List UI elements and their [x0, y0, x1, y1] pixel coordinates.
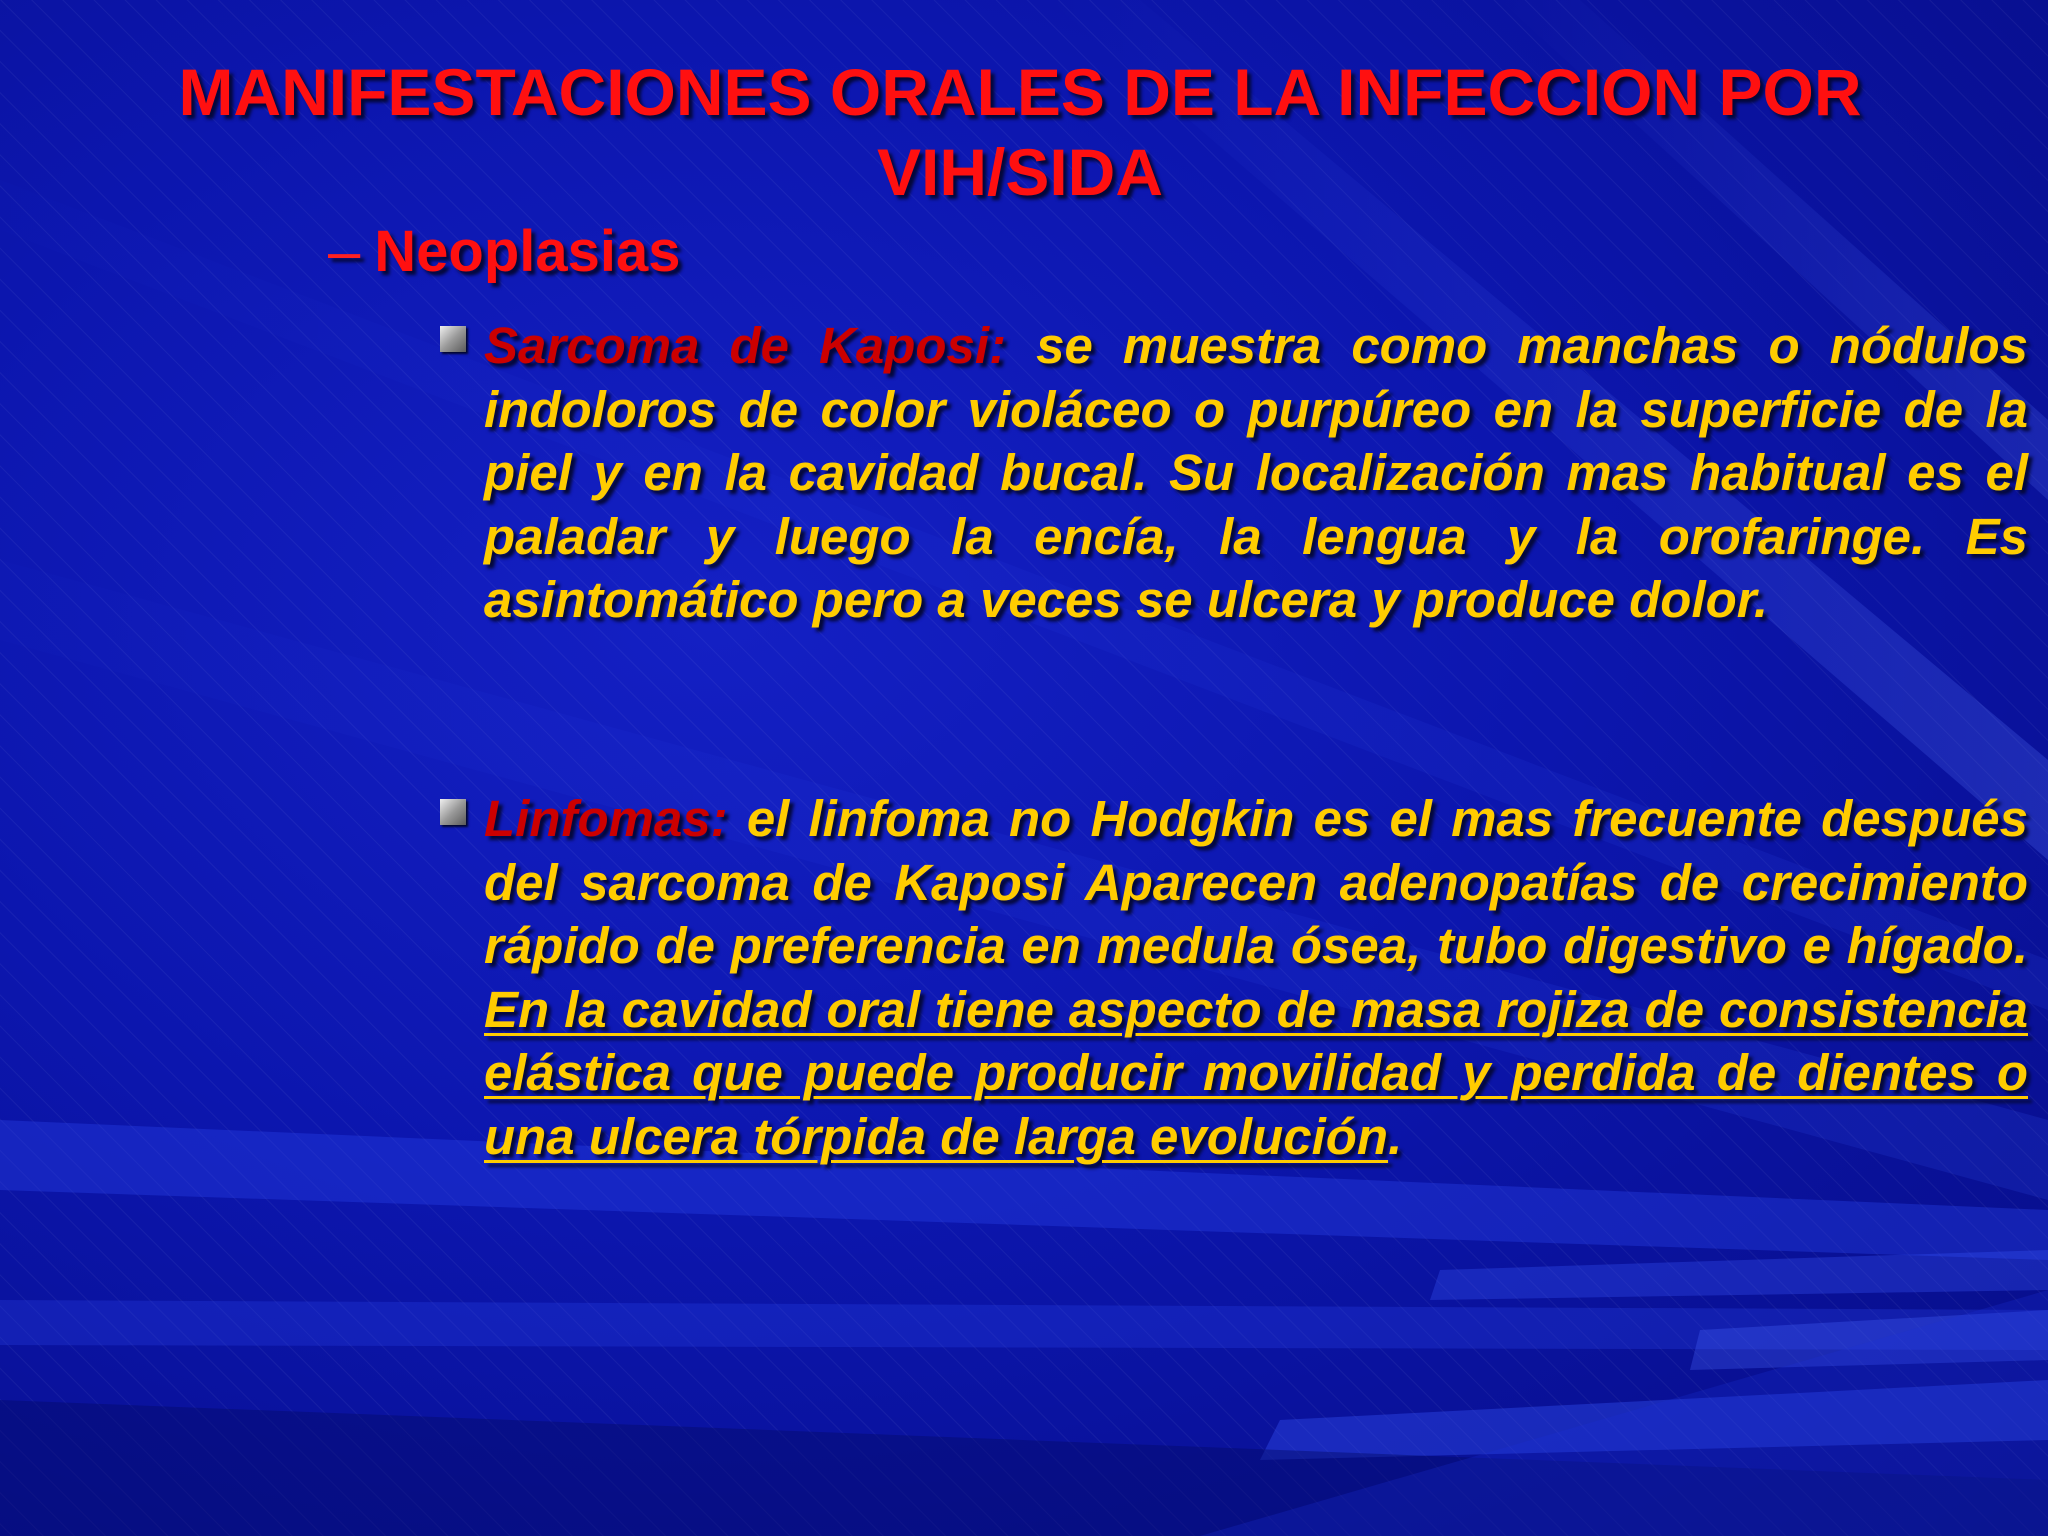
kaposi-description: se muestra como manchas o nódulos indoloros de color violáceo o purpúreo en la superficie de la piel y en la cavidad bucal. Su localización mas habitual es el paladar y luego la encía, la lengua y la orofaringe. Es asintomático pero a veces se ulcera y produce dolor.	[484, 317, 2028, 628]
term-linfomas: Linfomas:	[484, 790, 728, 847]
dash-marker: –	[328, 219, 361, 284]
square-bullet-icon	[440, 326, 466, 352]
section-heading-text: Neoplasias	[374, 219, 681, 284]
slide-title: MANIFESTACIONES ORALES DE LA INFECCION POR VIH/SIDA	[178, 55, 1862, 209]
bullet-kaposi-text	[484, 314, 2028, 632]
section-heading	[328, 216, 681, 288]
square-bullet-icon	[440, 799, 466, 825]
linfomas-end-period: .	[1388, 1107, 1403, 1165]
bullet-linfomas-text	[484, 787, 2028, 1168]
linfomas-description: el linfoma no Hodgkin es el mas frecuente después del sarcoma de Kaposi Aparecen adenopatías de crecimiento rápido de preferencia en medula ósea, tubo digestivo e hígado.	[484, 790, 2028, 974]
term-kaposi: Sarcoma de Kaposi:	[484, 317, 1007, 374]
linfomas-oral-description: En la cavidad oral tiene aspecto de masa rojiza de consistencia elástica que puede producir movilidad y perdida de dientes o una ulcera tórpida de larga evolución	[484, 980, 2028, 1165]
